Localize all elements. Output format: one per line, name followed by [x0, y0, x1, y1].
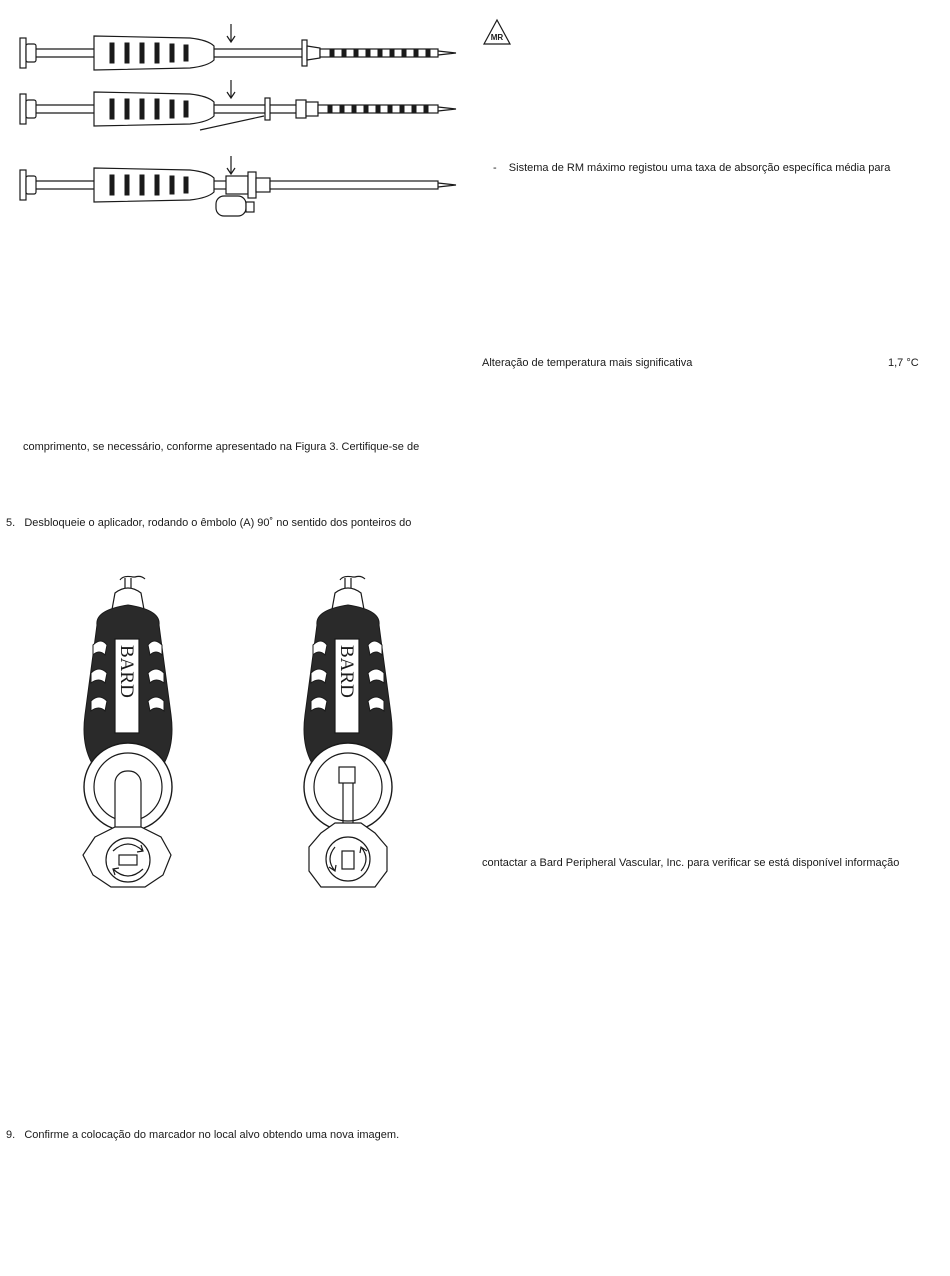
handle-brand-text: BARD [116, 645, 137, 698]
mr-conditional-icon [482, 18, 512, 46]
step-5-number: 5. [6, 517, 16, 529]
step-9-number: 9. [6, 1129, 16, 1141]
step-9-text: Confirme a colocação do marcador no local alvo obtendo uma nova imagem. [24, 1129, 400, 1141]
contact-bard-line: contactar a Bard Peripheral Vascular, Inc. para verificar se está disponível informação [482, 857, 900, 869]
applicator-figure-views [12, 20, 462, 220]
applicator-view-2 [20, 80, 456, 130]
figure3-paragraph-line: comprimento, se necessário, conforme apresentado na Figura 3. Certifique-se de [23, 441, 420, 453]
mr-symbol-label: MR [490, 33, 504, 42]
step-5 [6, 516, 411, 530]
handle-illustration-unlocked [295, 575, 400, 910]
temperature-change-label: Alteração de temperatura mais significativa [482, 357, 693, 369]
temperature-change-value: 1,7 °C [888, 357, 919, 369]
mri-bullet-item [493, 161, 890, 175]
step-5-text: Desbloqueie o aplicador, rodando o êmbolo (A) 90˚ no sentido dos ponteiros do [24, 517, 412, 529]
applicator-view-1 [20, 24, 456, 70]
step-9 [6, 1128, 399, 1142]
handle-illustration-locked [75, 575, 180, 910]
bullet-text: Sistema de RM máximo registou uma taxa de absorção específica média para [508, 162, 891, 174]
bullet-dash: - [493, 162, 497, 174]
applicator-view-3 [20, 156, 456, 216]
handle-brand-text-2: BARD [336, 645, 357, 698]
